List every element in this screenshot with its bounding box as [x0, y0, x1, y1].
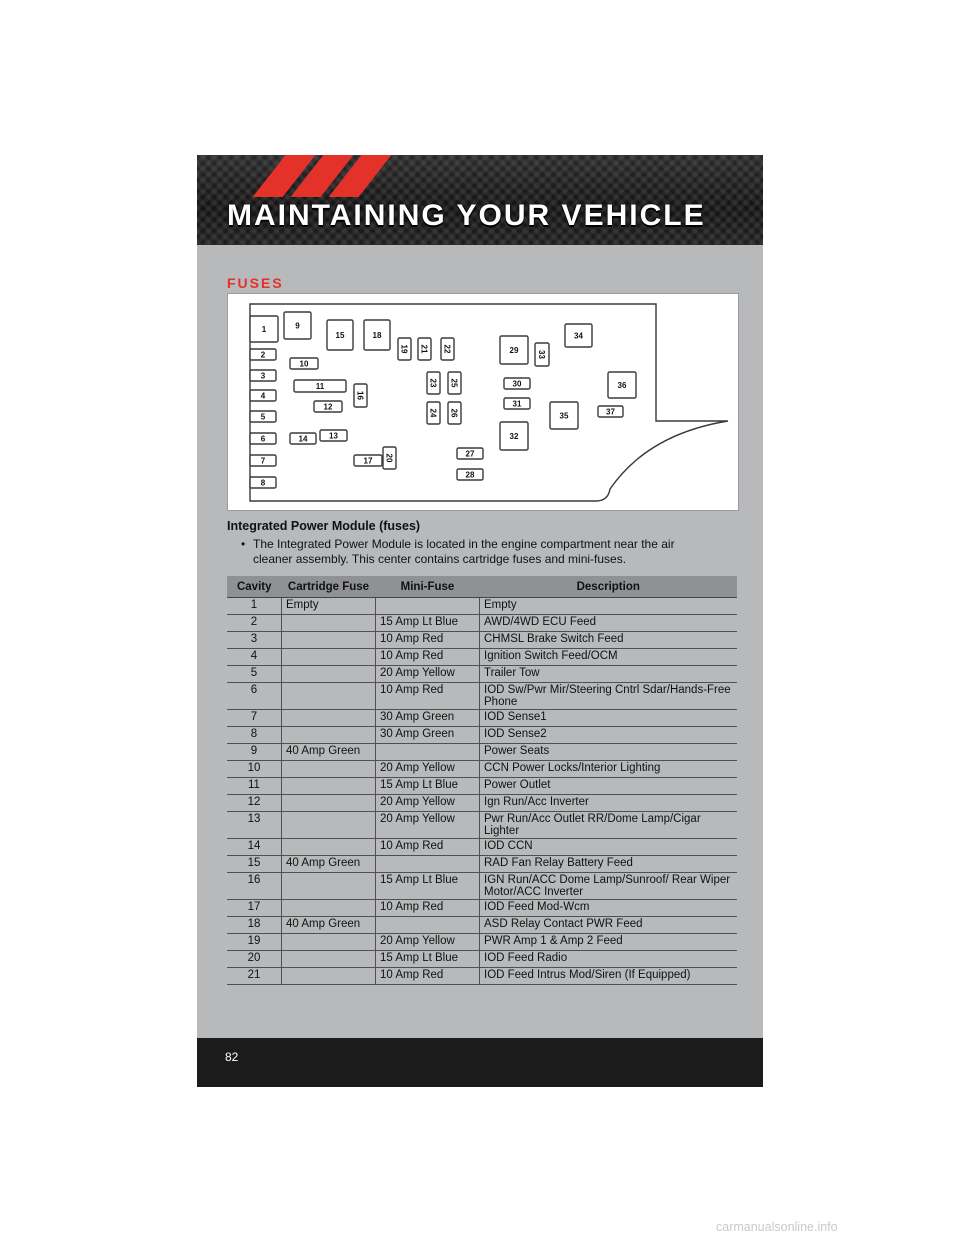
- fuse-slot-label: 20: [384, 453, 394, 463]
- fuse-slot-22: [441, 338, 454, 360]
- cell-cartridge-fuse: [282, 649, 376, 666]
- cell-description: IOD Feed Radio: [480, 951, 738, 968]
- fuse-slot-18: [364, 320, 390, 350]
- fuse-slot-label: 3: [260, 371, 266, 381]
- fuse-slot-4: [250, 390, 276, 401]
- fuse-slot-12: [314, 401, 342, 412]
- cell-mini-fuse: [376, 917, 480, 934]
- fuse-diagram-svg: [228, 294, 738, 510]
- fuse-slot-32: [500, 422, 528, 450]
- table-row: [227, 615, 737, 632]
- cell-cartridge-fuse: [282, 873, 376, 900]
- cell-mini-fuse: [376, 598, 480, 615]
- fuse-slot-35: [550, 402, 578, 429]
- cell-cartridge-fuse: [282, 951, 376, 968]
- cell-mini-fuse: 20 Amp Yellow: [376, 812, 480, 839]
- fuse-slot-15: [327, 320, 353, 350]
- watermark-text: carmanualsonline.info: [716, 1220, 838, 1234]
- cell-description: PWR Amp 1 & Amp 2 Feed: [480, 934, 738, 951]
- fuse-slot-label: 6: [260, 434, 266, 444]
- cell-mini-fuse: 15 Amp Lt Blue: [376, 873, 480, 900]
- cell-cartridge-fuse: [282, 710, 376, 727]
- cell-cavity: 9: [227, 744, 282, 761]
- table-row: [227, 744, 737, 761]
- cell-description: Empty: [480, 598, 738, 615]
- table-row: [227, 598, 737, 615]
- cell-cavity: 19: [227, 934, 282, 951]
- fuse-slot-34: [565, 324, 592, 347]
- fuse-slot-14: [290, 433, 316, 444]
- table-row: [227, 934, 737, 951]
- fuse-slot-label: 19: [399, 344, 409, 354]
- fuse-slot-label: 2: [260, 350, 266, 360]
- fuse-slot-6: [250, 433, 276, 444]
- fuse-slot-33: [535, 343, 549, 366]
- cell-mini-fuse: [376, 744, 480, 761]
- column-header-mini-fuse: Mini-Fuse: [376, 576, 480, 598]
- cell-mini-fuse: 20 Amp Yellow: [376, 934, 480, 951]
- bullet-text: The Integrated Power Module is located in the engine compartment near the air cleaner assembly. This center contains cartridge fuses and mini-fuses.: [253, 537, 675, 566]
- fuse-slot-label: 8: [260, 478, 266, 488]
- table-row: [227, 632, 737, 649]
- cell-cavity: 16: [227, 873, 282, 900]
- fuse-slot-label: 35: [559, 411, 569, 421]
- fuse-slot-7: [250, 455, 276, 466]
- cell-description: IOD Feed Intrus Mod/Siren (If Equipped): [480, 968, 738, 985]
- cell-mini-fuse: 30 Amp Green: [376, 727, 480, 744]
- cell-description: Ign Run/Acc Inverter: [480, 795, 738, 812]
- cell-cartridge-fuse: [282, 812, 376, 839]
- cell-cavity: 21: [227, 968, 282, 985]
- cell-mini-fuse: 10 Amp Red: [376, 839, 480, 856]
- cell-cavity: 4: [227, 649, 282, 666]
- cell-description: CHMSL Brake Switch Feed: [480, 632, 738, 649]
- fuse-slot-label: 16: [355, 391, 365, 400]
- table-row: [227, 778, 737, 795]
- cell-description: IOD Sw/Pwr Mir/Steering Cntrl Sdar/Hands-Free Phone: [480, 683, 738, 710]
- fuse-slot-label: 32: [509, 432, 519, 441]
- fuse-slot-label: 9: [295, 321, 300, 331]
- cell-description: Trailer Tow: [480, 666, 738, 683]
- module-subheading: Integrated Power Module (fuses): [227, 519, 421, 533]
- fuse-slot-label: 26: [449, 408, 459, 418]
- cell-mini-fuse: 10 Amp Red: [376, 649, 480, 666]
- fuse-slot-1: [250, 316, 278, 342]
- fuse-slot-label: 13: [329, 431, 338, 441]
- cell-description: IOD CCN: [480, 839, 738, 856]
- cell-mini-fuse: 20 Amp Yellow: [376, 795, 480, 812]
- manual-page: [197, 155, 763, 1087]
- fuse-slot-28: [457, 469, 483, 480]
- fuse-slot-label: 11: [315, 382, 325, 391]
- fuse-slot-30: [504, 378, 530, 389]
- cell-mini-fuse: 20 Amp Yellow: [376, 666, 480, 683]
- fuse-slot-9: [284, 312, 311, 339]
- fuse-slot-10: [290, 358, 318, 369]
- table-row: [227, 856, 737, 873]
- cell-cavity: 14: [227, 839, 282, 856]
- page-header: [197, 155, 763, 245]
- cell-cavity: 20: [227, 951, 282, 968]
- table-row: [227, 683, 737, 710]
- table-row: [227, 812, 737, 839]
- fuse-slot-label: 24: [428, 408, 438, 418]
- cell-cartridge-fuse: [282, 934, 376, 951]
- fuse-slot-label: 33: [537, 350, 546, 359]
- fuse-slot-8: [250, 477, 276, 488]
- fuse-slot-label: 21: [419, 344, 429, 354]
- cell-mini-fuse: 15 Amp Lt Blue: [376, 778, 480, 795]
- fuse-slot-3: [250, 370, 276, 381]
- fuse-slot-label: 25: [449, 378, 459, 388]
- fuse-slot-label: 1: [261, 325, 267, 334]
- cell-mini-fuse: 30 Amp Green: [376, 710, 480, 727]
- table-row: [227, 795, 737, 812]
- cell-mini-fuse: [376, 856, 480, 873]
- table-row: [227, 951, 737, 968]
- cell-cavity: 8: [227, 727, 282, 744]
- fuse-slot-label: 37: [606, 407, 615, 417]
- cell-description: Pwr Run/Acc Outlet RR/Dome Lamp/Cigar Lighter: [480, 812, 738, 839]
- fuse-slot-2: [250, 349, 276, 360]
- fuse-slot-21: [418, 338, 431, 360]
- cell-cartridge-fuse: 40 Amp Green: [282, 856, 376, 873]
- column-header-cartridge-fuse: Cartridge Fuse: [282, 576, 376, 598]
- cell-mini-fuse: 10 Amp Red: [376, 900, 480, 917]
- cell-description: CCN Power Locks/Interior Lighting: [480, 761, 738, 778]
- fuse-slot-label: 29: [509, 346, 519, 355]
- fuse-slot-label: 7: [260, 456, 266, 466]
- cell-cavity: 11: [227, 778, 282, 795]
- fuse-slot-label: 31: [512, 399, 522, 409]
- table-row: [227, 727, 737, 744]
- fuse-slot-13: [320, 430, 347, 441]
- column-header-cavity: Cavity: [227, 576, 282, 598]
- cell-description: IGN Run/ACC Dome Lamp/Sunroof/ Rear Wiper Motor/ACC Inverter: [480, 873, 738, 900]
- fuse-slot-label: 36: [617, 381, 627, 390]
- cell-description: Power Seats: [480, 744, 738, 761]
- cell-cartridge-fuse: [282, 761, 376, 778]
- cell-mini-fuse: 20 Amp Yellow: [376, 761, 480, 778]
- cell-cavity: 17: [227, 900, 282, 917]
- cell-description: ASD Relay Contact PWR Feed: [480, 917, 738, 934]
- cell-cartridge-fuse: 40 Amp Green: [282, 744, 376, 761]
- fuse-slot-label: 5: [260, 412, 266, 422]
- table-row: [227, 917, 737, 934]
- cell-cavity: 5: [227, 666, 282, 683]
- cell-cavity: 6: [227, 683, 282, 710]
- table-row: [227, 900, 737, 917]
- cell-description: IOD Sense2: [480, 727, 738, 744]
- cell-cavity: 10: [227, 761, 282, 778]
- table-row: [227, 873, 737, 900]
- table-row: [227, 968, 737, 985]
- cell-cartridge-fuse: [282, 632, 376, 649]
- fuse-slot-29: [500, 336, 528, 364]
- fuse-slot-label: 15: [335, 331, 345, 340]
- cell-description: IOD Sense1: [480, 710, 738, 727]
- table-row: [227, 761, 737, 778]
- cell-cavity: 12: [227, 795, 282, 812]
- cell-cavity: 3: [227, 632, 282, 649]
- bullet-dot-icon: •: [241, 537, 246, 551]
- cell-cartridge-fuse: [282, 666, 376, 683]
- cell-cavity: 2: [227, 615, 282, 632]
- table-body: [227, 598, 737, 985]
- cell-cartridge-fuse: [282, 795, 376, 812]
- table-row: [227, 666, 737, 683]
- fuse-slot-label: 34: [574, 331, 583, 341]
- fuse-slot-25: [448, 372, 461, 394]
- fuse-slot-label: 23: [428, 378, 438, 388]
- cell-description: Power Outlet: [480, 778, 738, 795]
- cell-cartridge-fuse: [282, 683, 376, 710]
- cell-mini-fuse: 10 Amp Red: [376, 968, 480, 985]
- table-header-row: [227, 576, 737, 598]
- cell-cartridge-fuse: [282, 727, 376, 744]
- fuse-slot-23: [427, 372, 440, 394]
- header-title: MAINTAINING YOUR VEHICLE: [227, 199, 706, 232]
- fuse-slot-31: [504, 398, 530, 409]
- cell-cartridge-fuse: [282, 839, 376, 856]
- fuse-slot-37: [598, 406, 623, 417]
- fuse-slot-26: [448, 402, 461, 424]
- fuse-slot-17: [354, 455, 382, 466]
- fuse-slot-label: 10: [299, 359, 309, 369]
- fuse-diagram: [227, 293, 739, 511]
- cell-mini-fuse: 10 Amp Red: [376, 632, 480, 649]
- table-row: [227, 839, 737, 856]
- fuse-slot-24: [427, 402, 440, 424]
- fuse-slot-36: [608, 372, 636, 398]
- fuse-slot-label: 14: [298, 434, 308, 444]
- fuse-slot-20: [383, 447, 396, 469]
- cell-cartridge-fuse: [282, 900, 376, 917]
- cell-cavity: 13: [227, 812, 282, 839]
- page-footer: [197, 1038, 763, 1087]
- fuse-slot-label: 17: [363, 456, 373, 466]
- page-number: 82: [225, 1050, 239, 1064]
- column-header-description: Description: [480, 576, 738, 598]
- cell-description: IOD Feed Mod-Wcm: [480, 900, 738, 917]
- bullet-item: [241, 537, 707, 567]
- table-row: [227, 649, 737, 666]
- cell-cartridge-fuse: [282, 778, 376, 795]
- cell-cavity: 18: [227, 917, 282, 934]
- fuse-table: [227, 576, 737, 985]
- cell-cartridge-fuse: [282, 615, 376, 632]
- fuse-slot-label: 12: [323, 402, 333, 412]
- fuse-slot-27: [457, 448, 483, 459]
- cell-cavity: 1: [227, 598, 282, 615]
- section-title: FUSES: [227, 275, 284, 291]
- cell-mini-fuse: 10 Amp Red: [376, 683, 480, 710]
- cell-cavity: 7: [227, 710, 282, 727]
- cell-cartridge-fuse: Empty: [282, 598, 376, 615]
- cell-cavity: 15: [227, 856, 282, 873]
- table-row: [227, 710, 737, 727]
- cell-description: AWD/4WD ECU Feed: [480, 615, 738, 632]
- fuse-slot-label: 22: [442, 344, 452, 354]
- cell-description: Ignition Switch Feed/OCM: [480, 649, 738, 666]
- fuse-slot-11: [294, 380, 346, 392]
- fuse-slot-label: 18: [372, 331, 382, 340]
- fuse-slot-5: [250, 411, 276, 422]
- cell-cartridge-fuse: [282, 968, 376, 985]
- fuse-slot-label: 27: [465, 449, 475, 459]
- cell-cartridge-fuse: 40 Amp Green: [282, 917, 376, 934]
- fuse-slot-label: 4: [260, 391, 266, 401]
- cell-mini-fuse: 15 Amp Lt Blue: [376, 615, 480, 632]
- fuse-slot-label: 30: [512, 379, 522, 389]
- fuse-slot-16: [354, 384, 367, 407]
- cell-description: RAD Fan Relay Battery Feed: [480, 856, 738, 873]
- fuse-slot-label: 28: [465, 470, 475, 480]
- cell-mini-fuse: 15 Amp Lt Blue: [376, 951, 480, 968]
- fuse-slot-19: [398, 338, 411, 360]
